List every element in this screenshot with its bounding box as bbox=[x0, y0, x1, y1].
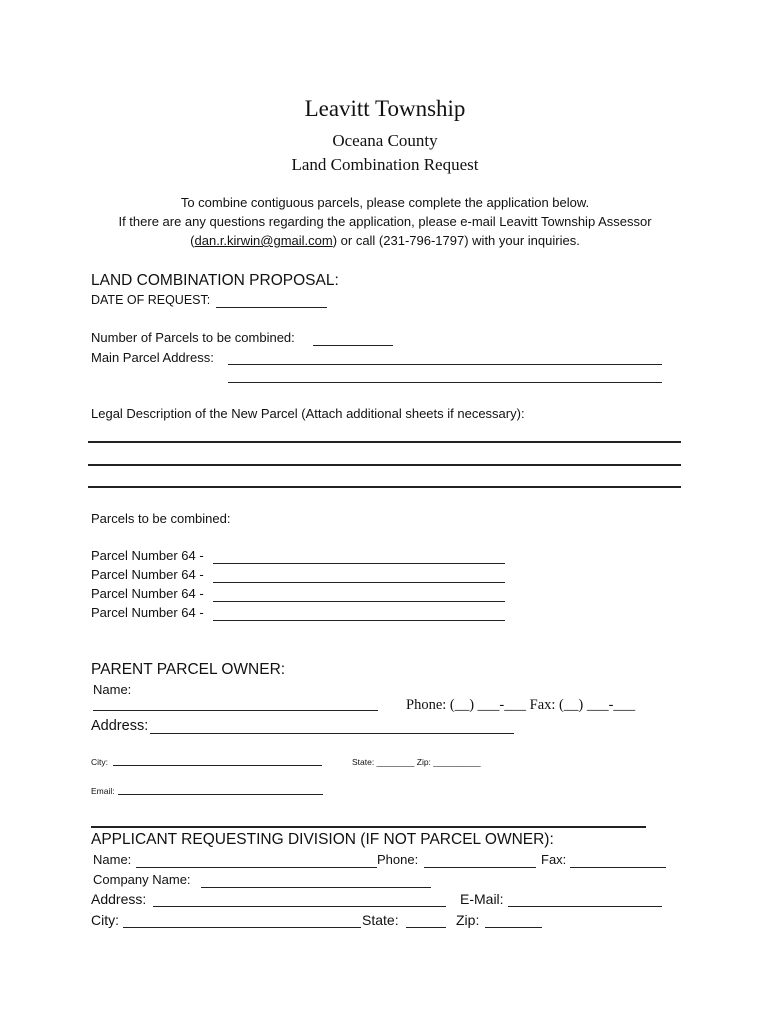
main-address-field-2[interactable] bbox=[228, 382, 662, 383]
parent-city-label: City: bbox=[91, 757, 108, 767]
main-address-field-1[interactable] bbox=[228, 364, 662, 365]
applicant-email-label: E-Mail: bbox=[460, 891, 504, 907]
applicant-phone-label: Phone: bbox=[377, 852, 419, 867]
intro-line-3 bbox=[0, 233, 770, 248]
applicant-city-label: City: bbox=[91, 912, 119, 928]
main-address-label: Main Parcel Address: bbox=[91, 350, 214, 365]
applicant-zip-label: Zip: bbox=[456, 912, 480, 928]
legal-desc-line-1[interactable] bbox=[88, 441, 681, 443]
parent-address-label: Address: bbox=[91, 718, 149, 734]
applicant-name-field[interactable] bbox=[136, 867, 377, 868]
applicant-zip-field[interactable] bbox=[485, 927, 542, 928]
county-name: Oceana County bbox=[332, 131, 438, 150]
parent-phone-fax: Phone: (__) ___-___ Fax: (__) ___-___ bbox=[406, 697, 636, 713]
parcel-row-2-field[interactable] bbox=[213, 582, 505, 583]
applicant-phone-field[interactable] bbox=[424, 867, 536, 868]
parcel-row-2-label: Parcel Number 64 - bbox=[91, 567, 204, 582]
intro-line-2: If there are any questions regarding the application, please e-mail Leavitt Township Assessor bbox=[118, 214, 652, 229]
applicant-city-field[interactable] bbox=[123, 927, 361, 928]
parcel-row-4-field[interactable] bbox=[213, 620, 505, 621]
legal-desc-label: Legal Description of the New Parcel (Attach additional sheets if necessary): bbox=[91, 406, 525, 421]
assessor-email-link[interactable]: dan.r.kirwin@gmail.com bbox=[194, 233, 333, 248]
parent-address-field[interactable] bbox=[150, 733, 514, 734]
applicant-email-field[interactable] bbox=[508, 906, 662, 907]
applicant-heading: APPLICANT REQUESTING DIVISION (IF NOT PARCEL OWNER): bbox=[91, 831, 554, 848]
parcel-row-4-label: Parcel Number 64 - bbox=[91, 605, 204, 620]
num-parcels-label: Number of Parcels to be combined: bbox=[91, 330, 295, 345]
intro-line-1: To combine contiguous parcels, please complete the application below. bbox=[180, 195, 590, 210]
applicant-fax-label: Fax: bbox=[541, 852, 567, 867]
applicant-company-label: Company Name: bbox=[93, 872, 191, 887]
form-title: Land Combination Request bbox=[291, 155, 479, 174]
applicant-name-label: Name: bbox=[93, 852, 132, 867]
legal-desc-line-3[interactable] bbox=[88, 486, 681, 488]
township-title: Leavitt Township bbox=[304, 96, 466, 121]
parent-name-label: Name: bbox=[93, 682, 132, 697]
section-divider bbox=[91, 826, 646, 828]
parent-city-field[interactable] bbox=[113, 765, 322, 766]
parcel-row-1-label: Parcel Number 64 - bbox=[91, 548, 204, 563]
applicant-state-field[interactable] bbox=[406, 927, 446, 928]
applicant-address-label: Address: bbox=[91, 891, 147, 907]
intro-line-3-rest: ) or call (231-796-1797) with your inquiries. bbox=[332, 233, 580, 248]
parent-state-zip-label: State: ________ Zip: __________ bbox=[352, 757, 481, 767]
parent-owner-heading: PARENT PARCEL OWNER: bbox=[91, 661, 286, 678]
applicant-address-field[interactable] bbox=[153, 906, 446, 907]
proposal-heading: LAND COMBINATION PROPOSAL: bbox=[91, 272, 339, 289]
parent-email-field[interactable] bbox=[118, 794, 323, 795]
date-field[interactable] bbox=[216, 307, 327, 308]
parcel-row-1-field[interactable] bbox=[213, 563, 505, 564]
applicant-fax-field[interactable] bbox=[570, 867, 666, 868]
legal-desc-line-2[interactable] bbox=[88, 464, 681, 466]
applicant-state-label: State: bbox=[362, 912, 399, 928]
date-label: DATE OF REQUEST: bbox=[91, 293, 211, 307]
parcel-row-3-label: Parcel Number 64 - bbox=[91, 586, 204, 601]
parcels-label: Parcels to be combined: bbox=[91, 511, 231, 526]
num-parcels-field[interactable] bbox=[313, 345, 393, 346]
applicant-company-field[interactable] bbox=[201, 887, 431, 888]
intro-paren: ( bbox=[190, 233, 195, 248]
parent-email-label: Email: bbox=[91, 786, 115, 796]
parcel-row-3-field[interactable] bbox=[213, 601, 505, 602]
parent-name-field[interactable] bbox=[93, 710, 378, 711]
